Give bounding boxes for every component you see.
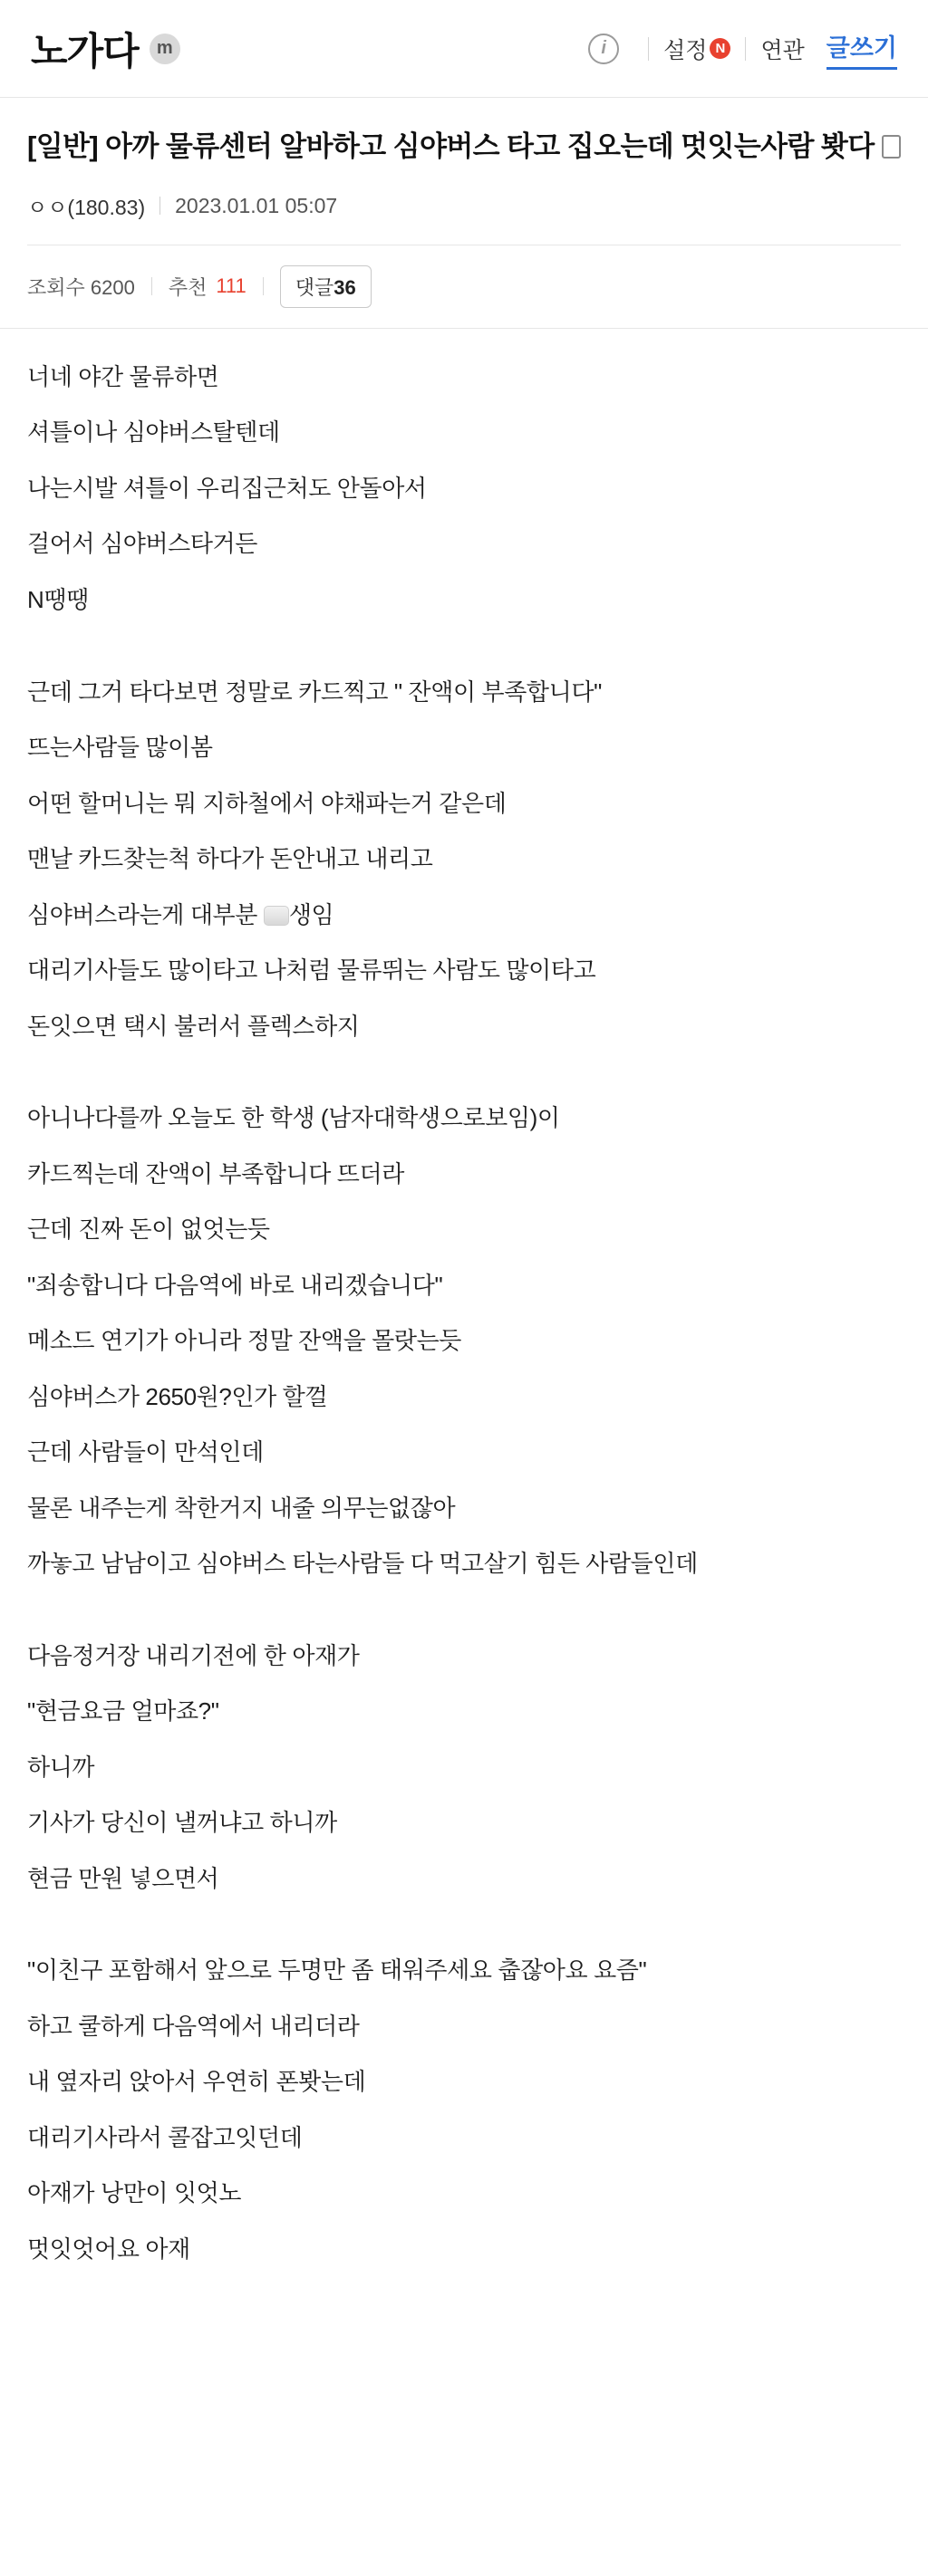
post-paragraph: 너네 야간 물류하면: [27, 362, 219, 390]
site-logo[interactable]: [31, 22, 180, 76]
post-content: [0, 329, 928, 2324]
post-paragraph: 멋잇엇어요 아재: [27, 2235, 190, 2263]
mobile-post-icon: [882, 135, 901, 159]
post-paragraph: N땡땡: [27, 586, 89, 613]
paragraph-spacer: [27, 1917, 901, 1933]
post-paragraph: 기사가 당신이 낼꺼냐고 하니까: [27, 1809, 337, 1837]
comment-count-chip[interactable]: [280, 265, 372, 308]
post-paragraph: 맨날 카드찾는척 하다가 돈안내고 내리고: [27, 845, 433, 873]
post-meta: [27, 191, 901, 221]
post-paragraph: 뜨는사람들 많이봄: [27, 734, 213, 762]
post-paragraph: 근데 사람들이 만석인데: [27, 1438, 264, 1466]
post-paragraph: 카드찍는데 잔액이 부족합니다 뜨더라: [27, 1159, 404, 1187]
post-paragraph: 근데 진짜 돈이 없엇는듯: [27, 1216, 270, 1244]
post-paragraph: "현금요금 얼마죠?": [27, 1697, 219, 1725]
post-paragraph: 다음정거장 내리기전에 한 아재가: [27, 1641, 360, 1669]
paragraph-spacer: [27, 1064, 901, 1081]
site-header: [0, 0, 928, 98]
related-button[interactable]: 연관: [760, 37, 805, 63]
post-author[interactable]: ㅇㅇ(180.83): [27, 195, 146, 219]
post-paragraph: 돈잇으면 택시 불러서 플렉스하지: [27, 1012, 360, 1040]
post-paragraph: 걸어서 심야버스타거든: [27, 530, 257, 558]
paragraph-spacer: [27, 639, 901, 655]
post-paragraph: 현금 만원 넣으면서: [27, 1864, 219, 1892]
post-paragraph: 셔틀이나 심야버스탈텐데: [27, 418, 280, 447]
post-paragraph: 아재가 낭만이 잇엇노: [27, 2179, 242, 2207]
post-paragraph: 대리기사라서 콜잡고잇던데: [27, 2123, 303, 2151]
write-post-button[interactable]: 글쓰기: [826, 28, 897, 70]
post-paragraph: 대리기사들도 많이타고 나처럼 물류뛰는 사람도 많이타고: [27, 956, 596, 985]
post-paragraph: 심야버스가 2650원?인가 할껄: [27, 1382, 328, 1410]
stat-separator-1: [151, 277, 152, 295]
post-title-text: [일반] 아까 물류센터 알바하고 심야버스 타고 집오는데 멋잇는사람 봣다: [27, 130, 875, 162]
post-paragraph: 근데 그거 타다보면 정말로 카드찍고 " 잔액이 부족합니다": [27, 678, 602, 706]
post-paragraph: "이친구 포함해서 앞으로 두명만 좀 태워주세요 춥잖아요 요즘": [27, 1956, 647, 1985]
logo-text: 노가다: [31, 29, 139, 72]
post-paragraph: 까놓고 남남이고 심야버스 타는사람들 다 먹고살기 힘든 사람들인데: [27, 1550, 698, 1578]
header-actions: [588, 28, 897, 70]
post-paragraph: 심야버스라는게 대부분 생임: [27, 900, 334, 928]
header-divider: [648, 37, 649, 61]
post-paragraph: 물론 내주는게 착한거지 내줄 의무는없잖아: [27, 1494, 456, 1522]
recommend-label: 추천: [168, 275, 208, 299]
post-header: [0, 98, 928, 221]
header-divider-2: [745, 37, 746, 61]
post-paragraph: 하고 쿨하게 다음역에서 내리더라: [27, 2012, 360, 2040]
info-icon[interactable]: i: [588, 34, 619, 64]
logo-badge-icon: m: [150, 34, 180, 64]
settings-button[interactable]: [663, 33, 730, 65]
paragraph-spacer: [27, 1602, 901, 1619]
post-paragraph: 하니까: [27, 1753, 95, 1781]
post-paragraph: "죄송합니다 다음역에 바로 내리겠습니다": [27, 1271, 443, 1299]
post-paragraph: 어떤 할머니는 뭐 지하철에서 야채파는거 같은데: [27, 789, 507, 817]
new-badge: N: [710, 38, 730, 59]
post-stats: [0, 245, 928, 328]
post-paragraph: 아니나다를까 오늘도 한 학생 (남자대학생으로보임)이: [27, 1104, 560, 1132]
settings-label: 설정: [663, 37, 708, 63]
post-paragraph: 메소드 연기가 아니라 정말 잔액을 몰랏는듯: [27, 1327, 462, 1355]
recommend-count: 111: [216, 274, 246, 298]
inline-emoticon-icon: [264, 906, 289, 926]
comment-label: 댓글: [295, 275, 334, 299]
view-count: 조회수 6200: [27, 275, 135, 299]
page-title: [27, 127, 901, 168]
comment-count: 36: [334, 275, 356, 299]
post-date: 2023.01.01 05:07: [175, 193, 338, 217]
post-paragraph: 나는시발 셔틀이 우리집근처도 안돌아서: [27, 474, 427, 502]
post-paragraph: 내 옆자리 앉아서 우연히 폰봣는데: [27, 2068, 366, 2096]
stat-separator-2: [263, 277, 264, 295]
